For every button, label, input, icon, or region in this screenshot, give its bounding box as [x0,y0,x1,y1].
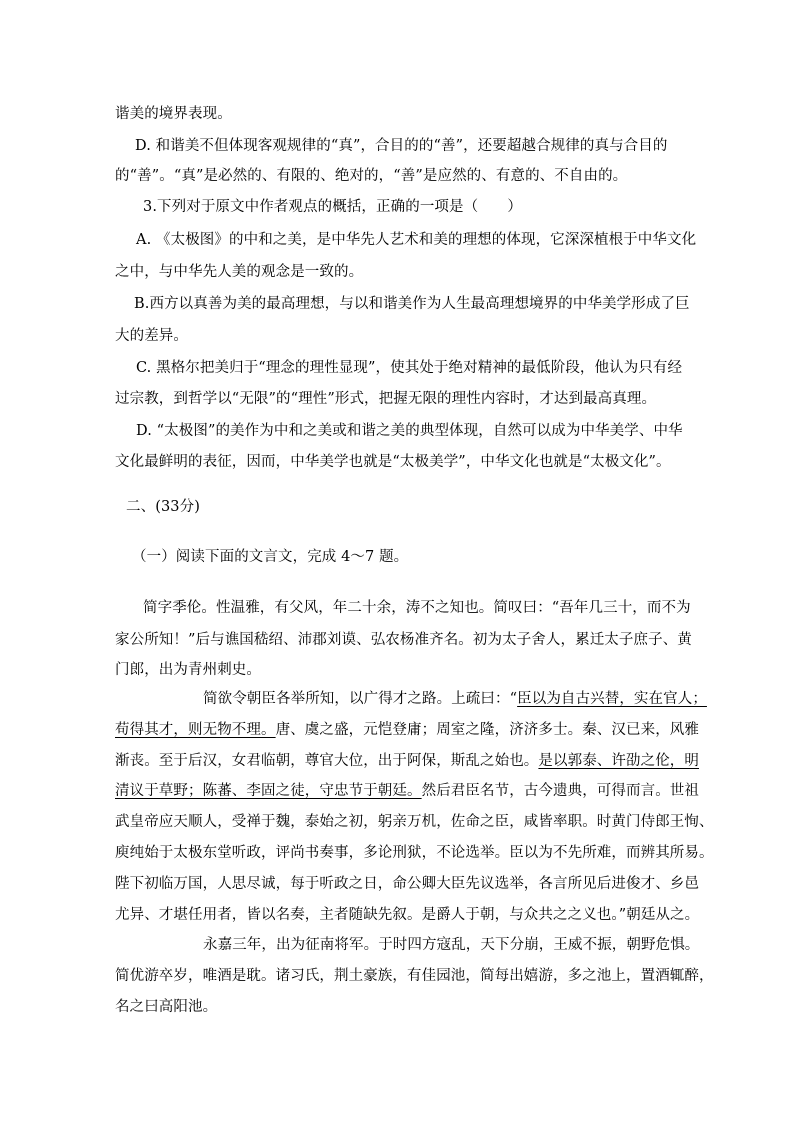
underlined-sentence: 臣以为自古兴替，实在官人； [517,691,707,707]
q3-option-d-line-2: 文化最鲜明的表征，因而，中华美学也就是“太极美学”，中华文化也就是“太极文化”。 [115,454,671,470]
passage-p2-line-7: 陛下初临万国，人思尽诚，每于听政之日，命公卿大臣先议选举，各言所见后进俊才、乡邑 [115,876,699,892]
passage-p1-line-2: 家公所知！”后与谯国嵇绍、沛郡刘谟、弘农杨准齐名。初为太子舍人，累迁太子庶子、黄 [115,632,692,648]
passage-p3-line-2: 简优游卒岁，唯酒是耽。诸习氏，荆土豪族，有佳园池，简每出嬉游，多之池上，置酒辄醉， [115,968,714,984]
passage-text: 渐丧。至于后汉，女君临朝，尊官大位，出于阿保，斯乱之始也。 [115,753,539,769]
passage-p1-line-1: 简字季伦。性温雅，有父风，年二十余，涛不之知也。简叹曰：“吾年几三十，而不为 [143,600,691,616]
passage-p2-line-5: 武皇帝应天顺人，受禅于魏，泰始之初，躬亲万机，佐命之臣，咸皆率职。时黄门侍郎王恂、 [115,814,714,830]
passage-p3-line-3: 名之曰高阳池。 [115,999,218,1015]
passage-p2-line-2 [115,720,699,740]
q3-option-b-line-2: 大的差异。 [115,328,188,344]
passage-p3-line-1: 永嘉三年，出为征南将军。于时四方寇乱，天下分崩，王威不振，朝野危惧。 [203,937,700,953]
q2-option-d-line-2: 的“善”。“真”是必然的、有限的、绝对的，“善”是应然的、有意的、不自由的。 [115,168,628,184]
section-heading: 二、(33分) [126,499,200,515]
q2-option-d-line-1: D. 和谐美不但体现客观规律的“真”，合目的的“善”，还要超越合规律的真与合目的 [135,138,668,154]
q3-option-c-line-1: C. 黑格尔把美归于“理念的理性显现”，使其处于绝对精神的最低阶段，他认为只有经 [136,360,683,376]
passage-text: 唐、虞之盛，元恺登庸；周室之隆，济济多士。秦、汉已来，风雅 [275,722,700,738]
q3-option-b-line-1: B.西方以真善为美的最高理想，与以和谐美作为人生最高理想境界的中华美学形成了巨 [134,296,690,312]
passage-p1-line-3: 门郎，出为青州刺史。 [115,662,261,678]
q3-option-a-line-1: A. 《太极图》的中和之美，是中华先人艺术和美的理想的体现，它深深植根于中华文化 [136,232,697,248]
underlined-sentence: 苟得其才，则无物不理。 [115,722,276,738]
passage-text: 简欲令朝臣各举所知，以广得才之路。上疏曰：“ [203,691,518,707]
q3-option-c-line-2: 过宗教，到哲学以“无限”的“理性”形式，把握无限的理性内容时，才达到最高真理。 [115,391,657,407]
q2-option-c-tail: 谐美的境界表现。 [115,106,232,122]
underlined-sentence: 是以郭泰、许劭之伦，明 [538,753,700,769]
passage-p2-line-8: 尤异、才堪任用者，皆以名奏，主者随缺先叙。是爵人于朝，与众共之之义也。”朝廷从之。 [115,907,700,923]
section-subheading: （一）阅读下面的文言文，完成 4～7 题。 [132,549,409,565]
passage-text: 然后君臣名节，古今遗典，可得而言。世祖 [421,783,700,799]
passage-p2-line-4 [115,781,699,801]
underlined-sentence: 清议于草野；陈蕃、李固之徒，守忠节于朝廷。 [115,783,422,799]
q3-option-d-line-1: D. “太极图”的美作为中和之美或和谐之美的典型体现，自然可以成为中华美学、中华 [136,423,683,439]
q3-stem: 3.下列对于原文中作者观点的概括，正确的一项是（ ） [143,199,523,215]
passage-p2-line-6: 庾纯始于太极东堂听政，评尚书奏事，多论刑狱，不论选举。臣以为不先所难，而辨其所易。 [115,845,714,861]
passage-p2-line-3 [115,751,699,771]
passage-p2-line-1 [203,689,707,709]
q3-option-a-line-2: 之中，与中华先人美的观念是一致的。 [115,264,364,280]
